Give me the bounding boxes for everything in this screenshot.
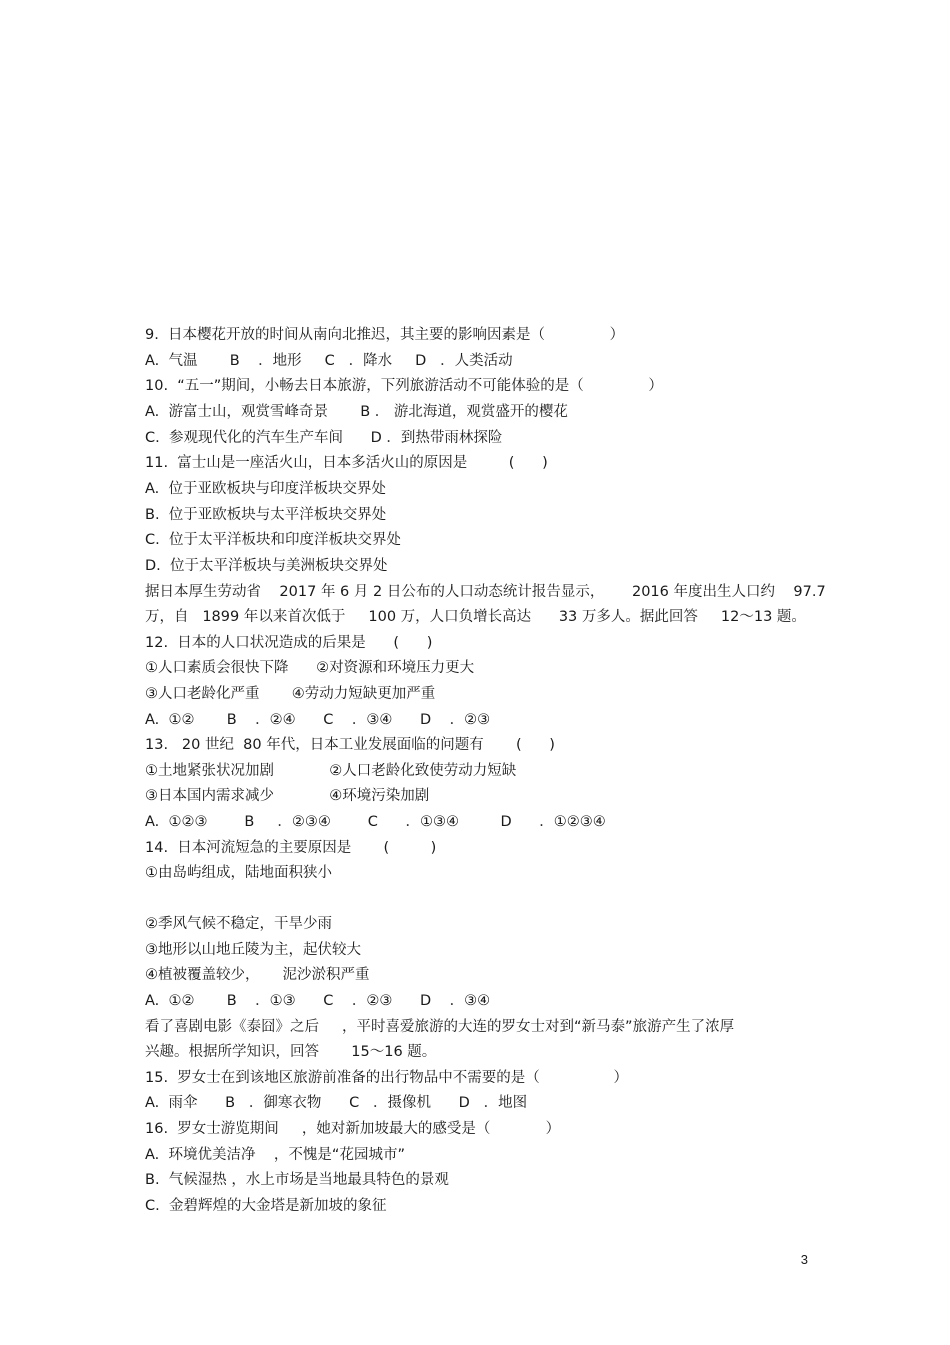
q11-option-b: B. 位于亚欧板块与太平洋板块交界处 bbox=[145, 507, 387, 523]
q14-item-2: ②季风气候不稳定，干旱少雨 bbox=[145, 916, 332, 932]
q11-option-c: C. 位于太平洋板块和印度洋板块交界处 bbox=[145, 532, 401, 548]
page-number: 3 bbox=[800, 1252, 808, 1267]
q10-option-ab: A. 游富士山，观赏雪峰奇景 B ． 游北海道，观赏盛开的樱花 bbox=[145, 404, 568, 420]
q15-stem: 15. 罗女士在到该地区旅游前准备的出行物品中不需要的是（ ） bbox=[145, 1070, 629, 1086]
q10-option-cd: C. 参观现代化的汽车生产车间 D ．到热带雨林探险 bbox=[145, 430, 503, 446]
passage-1-line-1: 据日本厚生劳动省 2017 年 6 月 2 日公布的人口动态统计报告显示， 2016 年度出生人口约 97.7 bbox=[145, 584, 826, 600]
q11-option-a: A. 位于亚欧板块与印度洋板块交界处 bbox=[145, 481, 386, 497]
q12-stem: 12. 日本的人口状况造成的后果是 ( ) bbox=[145, 635, 433, 651]
q16-option-c: C. 金碧辉煌的大金塔是新加坡的象征 bbox=[145, 1198, 387, 1214]
q14-stem: 14. 日本河流短急的主要原因是 ( ) bbox=[145, 840, 437, 856]
q12-options: A. ①② B ．②④ C ．③④ D ．②③ bbox=[145, 712, 491, 728]
q10-stem: 10. “五一”期间，小畅去日本旅游，下列旅游活动不可能体验的是（ ） bbox=[145, 378, 663, 394]
q13-stem: 13. 20 世纪 80 年代，日本工业发展面临的问题有 ( ) bbox=[145, 737, 555, 753]
q14-options: A. ①② B ．①③ C ．②③ D ．③④ bbox=[145, 993, 491, 1009]
q14-item-1: ①由岛屿组成，陆地面积狭小 bbox=[145, 865, 332, 881]
q16-option-b: B. 气候湿热 ，水上市场是当地最具特色的景观 bbox=[145, 1172, 449, 1188]
q12-items-34: ③人口老龄化严重 ④劳动力短缺更加严重 bbox=[145, 686, 436, 702]
q12-items-12: ①人口素质会很快下降 ②对资源和环境压力更大 bbox=[145, 660, 475, 676]
q15-options: A. 雨伞 B ．御寒衣物 C ．摄像机 D ．地图 bbox=[145, 1095, 528, 1111]
q14-item-3: ③地形以山地丘陵为主，起伏较大 bbox=[145, 942, 361, 958]
q16-option-a: A. 环境优美洁净 ，不愧是“花园城市” bbox=[145, 1147, 405, 1163]
q13-options: A. ①②③ B ．②③④ C ．①③④ D ．①②③④ bbox=[145, 814, 606, 830]
q11-stem: 11. 富士山是一座活火山，日本多活火山的原因是 ( ) bbox=[145, 455, 548, 471]
q13-items-34: ③日本国内需求减少 ④环境污染加剧 bbox=[145, 788, 430, 804]
q14-item-4: ④植被覆盖较少， 泥沙淤积严重 bbox=[145, 967, 370, 983]
passage-1-line-2: 万，自 1899 年以来首次低于 100 万，人口负增长高达 33 万多人。据此回答 12～13 题。 bbox=[145, 609, 806, 625]
q9-stem: 9. 日本樱花开放的时间从南向北推迟，其主要的影响因素是（ ） bbox=[145, 327, 625, 343]
q11-option-d: D. 位于太平洋板块与美洲板块交界处 bbox=[145, 558, 388, 574]
q16-stem: 16. 罗女士游览期间 ，她对新加坡最大的感受是（ ） bbox=[145, 1121, 561, 1137]
passage-2-line-1: 看了喜剧电影《泰囧》之后 ，平时喜爱旅游的大连的罗女士对到“新马泰”旅游产生了浓厚 bbox=[145, 1019, 735, 1035]
passage-2-line-2: 兴趣。根据所学知识，回答 15～16 题。 bbox=[145, 1044, 437, 1060]
q13-items-12: ①土地紧张状况加剧 ②人口老龄化致使劳动力短缺 bbox=[145, 763, 517, 779]
q9-options: A. 气温 B ．地形 C ．降水 D ．人类活动 bbox=[145, 353, 513, 369]
